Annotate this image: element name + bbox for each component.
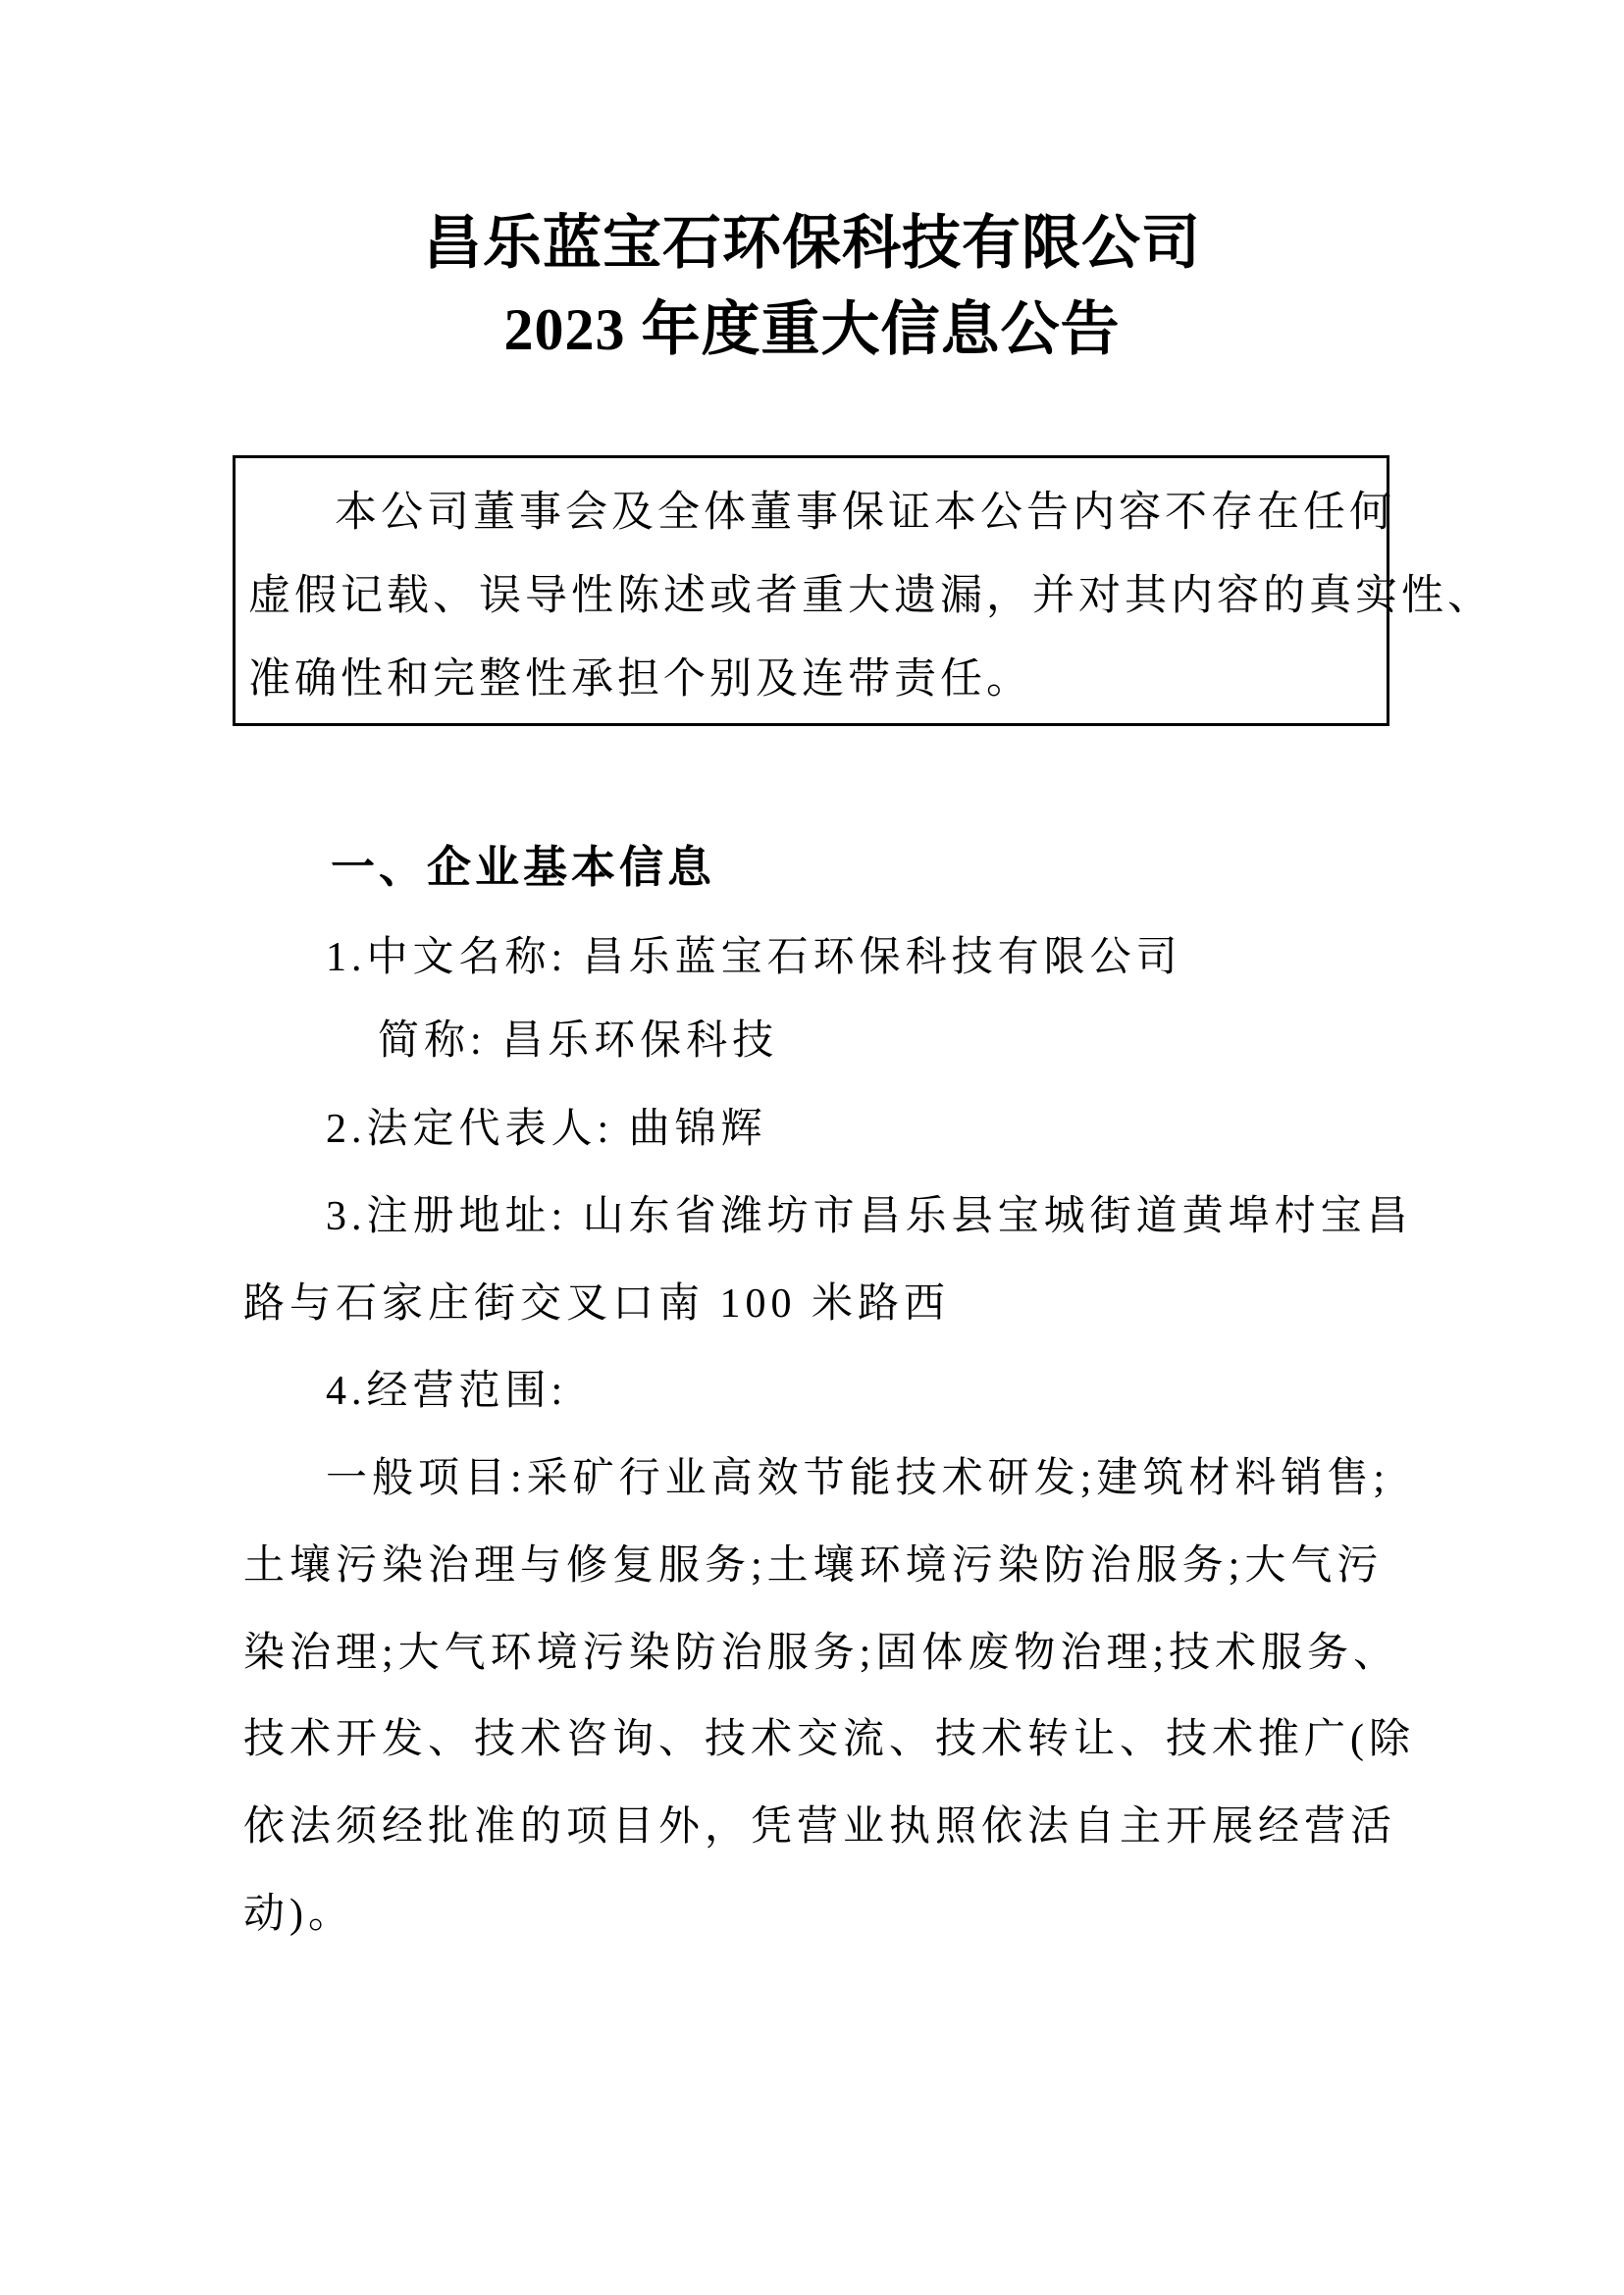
body-line-scope-2: 土壤污染治理与修复服务;土壤环境污染防治服务;大气污 xyxy=(243,1543,1384,1589)
body-line-chinese-name: 1.中文名称: 昌乐蓝宝石环保科技有限公司 xyxy=(326,935,1182,980)
disclaimer-box xyxy=(233,455,1493,726)
body-line-short-name: 简称: 昌乐环保科技 xyxy=(378,1018,779,1064)
body-line-scope-4: 技术开发、技术咨询、技术交流、技术转让、技术推广(除 xyxy=(243,1717,1415,1762)
document-title-company-name: 昌乐蓝宝石环保科技有限公司 xyxy=(423,211,1201,276)
body-line-address-2: 路与石家庄街交叉口南 100 米路西 xyxy=(243,1281,951,1327)
disclaimer-line-3: 准确性和完整性承担个别及连带责任。 xyxy=(248,656,1032,703)
body-line-scope-1: 一般项目:采矿行业高效节能技术研发;建筑材料销售; xyxy=(326,1456,1390,1501)
disclaimer-line-2: 虚假记载、误导性陈述或者重大遗漏，并对其内容的真实性、 xyxy=(248,573,1493,619)
document-title-announcement: 2023 年度重大信息公告 xyxy=(503,297,1121,362)
body-line-legal-rep: 2.法定代表人: 曲锦辉 xyxy=(326,1107,767,1152)
body-line-business-scope: 4.经营范围: xyxy=(326,1369,568,1414)
section-heading-basic-info: 一、企业基本信息 xyxy=(331,842,716,892)
disclaimer-line-1: 本公司董事会及全体董事保证本公告内容不存在任何 xyxy=(335,490,1395,536)
body-line-scope-6: 动)。 xyxy=(243,1892,354,1937)
body-line-scope-5: 依法须经批准的项目外，凭营业执照依法自主开展经营活 xyxy=(243,1804,1397,1850)
body-line-scope-3: 染治理;大气环境污染防治服务;固体废物治理;技术服务、 xyxy=(243,1631,1400,1676)
body-line-address-1: 3.注册地址: 山东省潍坊市昌乐县宝城街道黄埠村宝昌 xyxy=(326,1194,1413,1239)
